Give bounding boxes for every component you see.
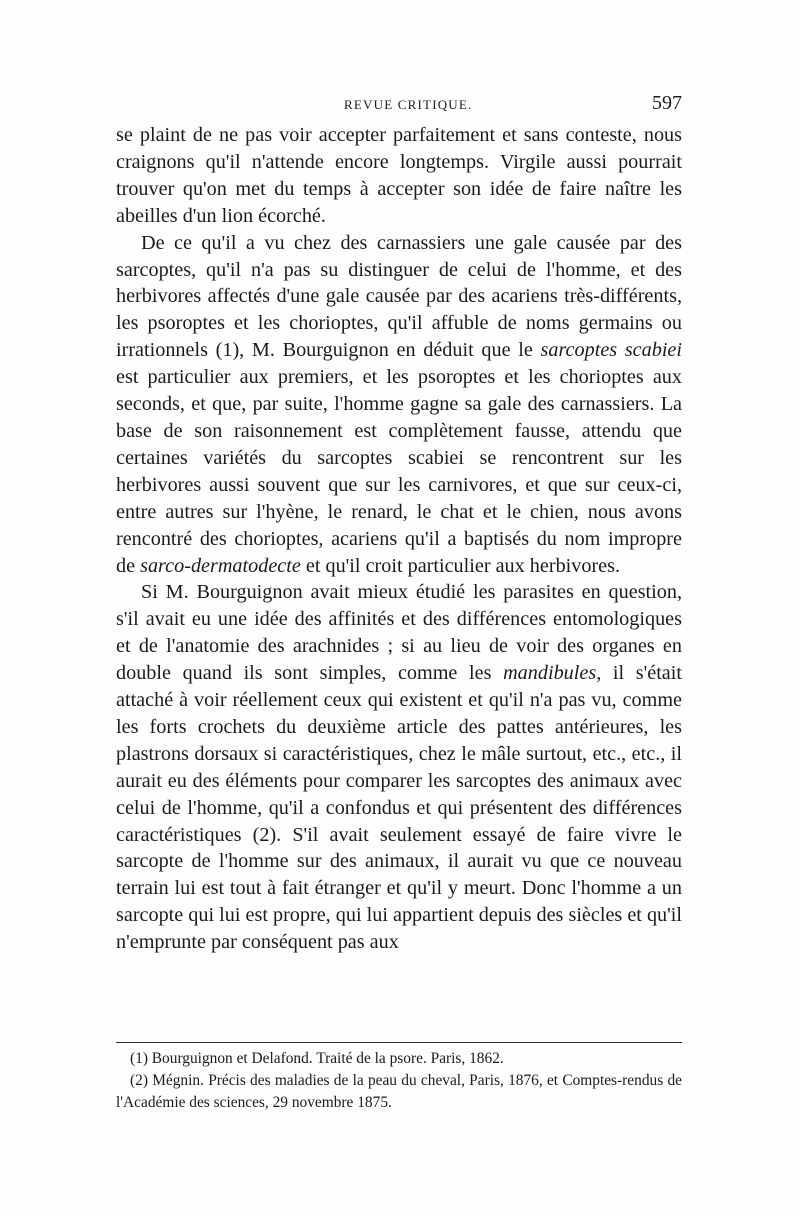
footnote-2: (2) Mégnin. Précis des maladies de la peau du cheval, Paris, 1876, et Comptes-rendus de l'Académie des sciences, 29 novembre 1875. [116, 1072, 682, 1111]
paragraph-3-text-a: Si M. Bourguignon avait mieux étudié les parasites en question, s'il avait eu une idée des affinités et des différences entomologiques et de l'anatomie des arachnides ; si au lieu de voir des organes en double quand ils sont simples, comme les [116, 581, 682, 685]
footnote-divider [116, 1042, 682, 1043]
paragraph-2-text-c: et qu'il croit particulier aux herbivores. [300, 554, 621, 577]
running-head [116, 93, 682, 123]
running-title: REVUE CRITIQUE. [344, 97, 473, 112]
body-text [116, 122, 682, 956]
paragraph-2-italic-term: sarco-dermatodecte [140, 554, 301, 577]
paragraph-1: se plaint de ne pas voir accepter parfaitement et sans conteste, nous craignons qu'il n'attende encore longtemps. Virgile aussi pourrait trouver qu'on met du temps à accepter son idée de faire naître les abeilles d'un lion écorché. [116, 124, 682, 227]
page-number: 597 [652, 92, 682, 114]
paragraph-3 [116, 579, 682, 956]
paragraph-2 [116, 230, 682, 580]
paragraph-2-text-b: est particulier aux premiers, et les psoroptes et les chorioptes aux seconds, et que, par suite, l'homme gagne sa gale des carnassiers. La base de son raisonnement est complètement fausse, attendu que certaines variétés du sarcoptes scabiei se rencontrent sur les herbivores aussi souvent que sur les carnivores, et que sur ceux-ci, entre autres sur l'hyène, le renard, le chat et le chien, nous avons rencontré des chorioptes, acariens qu'il a baptisés du nom impropre de [116, 366, 682, 577]
paragraph-2-italic-species: sarcoptes scabiei [540, 339, 683, 362]
paragraph-3-italic-term: mandibules [503, 662, 597, 685]
paragraph-2-text-a: De ce qu'il a vu chez des carnassiers une gale causée par des sarcoptes, qu'il n'a pas su distinguer de celui de l'homme, et des herbivores affectés d'une gale causée par des acariens très-différents, les psoroptes et les chorioptes, qu'il affuble de noms germains ou irrationnels (1), M. Bourguignon en déduit que le [116, 231, 682, 362]
footnote-1: (1) Bourguignon et Delafond. Traité de la psore. Paris, 1862. [130, 1050, 504, 1067]
paragraph-3-text-b: , il s'était attaché à voir réellement ceux qui existent et qu'il n'a pas vu, comme les forts crochets du deuxième article des pattes antérieures, les plastrons dorsaux si caractéristiques, chez le mâle surtout, etc., etc., il aurait eu des éléments pour comparer les sarcoptes des animaux avec celui de l'homme, qu'il a confondus et qui présentent des différences caractéristiques (2). S'il avait seulement essayé de faire vivre le sarcopte de l'homme sur des animaux, il aurait vu que ce nouveau terrain lui est tout à fait étranger et qu'il y meurt. Donc l'homme a un sarcopte qui lui est propre, qui lui appartient depuis des siècles et qu'il n'emprunte par conséquent pas aux [116, 662, 682, 954]
footnotes [116, 1048, 682, 1114]
